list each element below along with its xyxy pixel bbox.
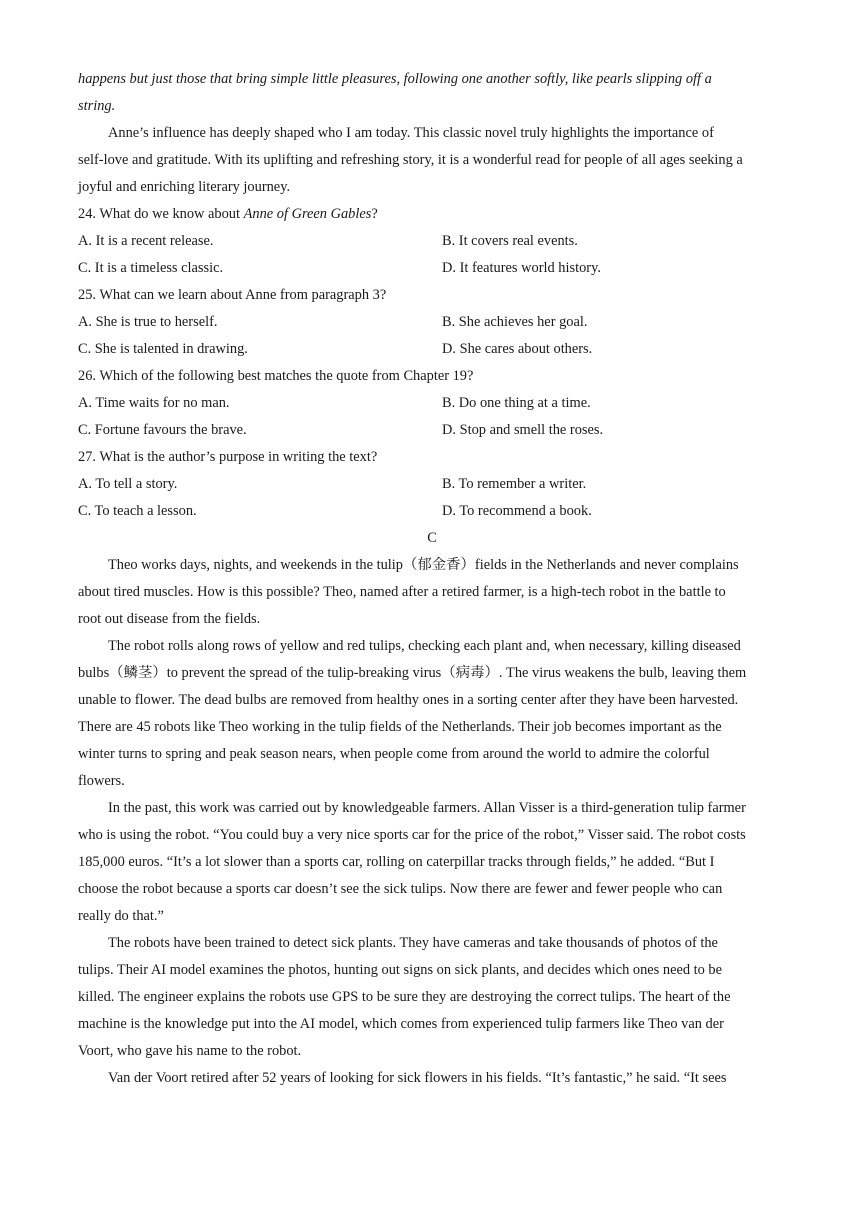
question-25 (78, 282, 786, 363)
paragraph-line: Theo works days, nights, and weekends in the tulip（郁金香）fields in the Netherlands and never complains (108, 557, 739, 573)
options-row (78, 471, 786, 498)
question-26 (78, 363, 786, 444)
options-row (78, 417, 786, 444)
paragraph-line: The robots have been trained to detect sick plants. They have cameras and take thousands of photos of the (108, 935, 718, 951)
options-row (78, 390, 786, 417)
option-c: C. She is talented in drawing. (78, 341, 248, 357)
paragraph-line: root out disease from the fields. (78, 611, 261, 627)
paragraph-line: winter turns to spring and peak season nears, when people come from around the world to admire the colorful (78, 746, 710, 762)
option-b: B. To remember a writer. (442, 476, 587, 492)
book-title: Anne of Green Gables (243, 206, 372, 222)
option-d: D. Stop and smell the roses. (442, 422, 604, 438)
document-page (78, 66, 786, 1092)
options-row (78, 228, 786, 255)
passage-b-final-paragraph (78, 120, 786, 201)
paragraph-line: In the past, this work was carried out by knowledgeable farmers. Allan Visser is a third-generation tulip farmer (108, 800, 746, 816)
options-row (78, 336, 786, 363)
paragraph-line: unable to flower. The dead bulbs are removed from healthy ones in a sorting center after they have been harvested. (78, 692, 739, 708)
question-stem: 25. What can we learn about Anne from paragraph 3? (78, 287, 387, 303)
paragraph-line: Voort, who gave his name to the robot. (78, 1043, 302, 1059)
option-b: B. She achieves her goal. (442, 314, 588, 330)
option-d: D. To recommend a book. (442, 503, 592, 519)
section-c-paragraph-1 (78, 552, 786, 633)
paragraph-line: choose the robot because a sports car doesn’t see the sick tulips. Now there are fewer and fewer people who can (78, 881, 723, 897)
paragraph-line: killed. The engineer explains the robots use GPS to be sure they are destroying the correct tulips. The heart of the (78, 989, 731, 1005)
paragraph-line: flowers. (78, 773, 125, 789)
option-c: C. It is a timeless classic. (78, 260, 224, 276)
question-stem-text: 24. What do we know about (78, 206, 244, 222)
options-row (78, 309, 786, 336)
section-heading: C (427, 530, 437, 546)
option-d: D. It features world history. (442, 260, 601, 276)
question-mark: ? (371, 206, 378, 222)
section-c-paragraph-4 (78, 930, 786, 1065)
question-stem (78, 201, 786, 228)
passage-b-ending-line-2: string. (78, 98, 116, 114)
section-c-paragraph-5 (78, 1065, 786, 1092)
question-27 (78, 444, 786, 525)
section-c-paragraph-3 (78, 795, 786, 930)
option-b: B. Do one thing at a time. (442, 395, 591, 411)
paragraph-line: about tired muscles. How is this possible? Theo, named after a retired farmer, is a high-tech robot in the battle to (78, 584, 726, 600)
paragraph-line: tulips. Their AI model examines the photos, hunting out signs on sick plants, and decides which ones need to be (78, 962, 723, 978)
option-b: B. It covers real events. (442, 233, 578, 249)
paragraph-line: self-love and gratitude. With its uplifting and refreshing story, it is a wonderful read for people of all ages seeking a (78, 152, 743, 168)
paragraph-line: machine is the knowledge put into the AI model, which comes from experienced tulip farmers like Theo van der (78, 1016, 724, 1032)
paragraph-line: The robot rolls along rows of yellow and red tulips, checking each plant and, when necessary, killing diseased (108, 638, 741, 654)
passage-b-ending-line-1: happens but just those that bring simple little pleasures, following one another softly, like pearls slipping off a (78, 71, 712, 87)
option-a: A. To tell a story. (78, 476, 178, 492)
option-a: A. Time waits for no man. (78, 395, 230, 411)
paragraph-line: really do that.” (78, 908, 164, 924)
section-c-paragraph-2 (78, 633, 786, 795)
options-row (78, 498, 786, 525)
paragraph-line: 185,000 euros. “It’s a lot slower than a sports car, rolling on caterpillar tracks through fields,” he added. “But I (78, 854, 715, 870)
question-stem: 26. Which of the following best matches the quote from Chapter 19? (78, 368, 474, 384)
options-row (78, 255, 786, 282)
paragraph-line: joyful and enriching literary journey. (78, 179, 291, 195)
paragraph-line: There are 45 robots like Theo working in the tulip fields of the Netherlands. Their job becomes important as the (78, 719, 722, 735)
option-c: C. Fortune favours the brave. (78, 422, 247, 438)
option-d: D. She cares about others. (442, 341, 593, 357)
question-stem: 27. What is the author’s purpose in writing the text? (78, 449, 378, 465)
paragraph-line: Anne’s influence has deeply shaped who I am today. This classic novel truly highlights the importance of (108, 125, 714, 141)
option-a: A. It is a recent release. (78, 233, 214, 249)
paragraph-line: bulbs（鳞茎）to prevent the spread of the tulip-breaking virus（病毒）. The virus weakens the bulb, leaving them (78, 665, 747, 681)
paragraph-line: who is using the robot. “You could buy a very nice sports car for the price of the robot,” Visser said. The robot costs (78, 827, 746, 843)
paragraph-line: Van der Voort retired after 52 years of looking for sick flowers in his fields. “It’s fantastic,” he said. “It sees (108, 1070, 727, 1086)
option-a: A. She is true to herself. (78, 314, 218, 330)
option-c: C. To teach a lesson. (78, 503, 197, 519)
question-24 (78, 201, 786, 282)
